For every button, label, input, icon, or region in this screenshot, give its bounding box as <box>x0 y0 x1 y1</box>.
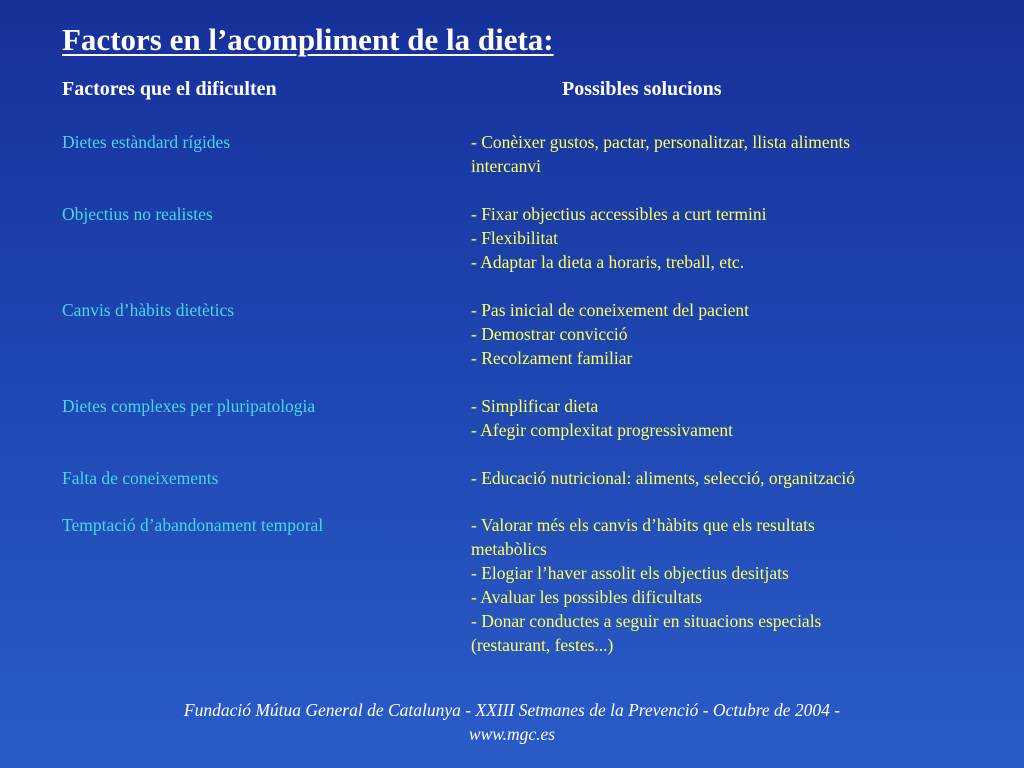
solution-line: - Simplificar dieta <box>471 396 599 416</box>
footer-line-1: Fundació Mútua General de Catalunya - XXIII Setmanes de la Prevenció - Octubre de 2004 - <box>183 700 841 720</box>
footer-credit <box>0 698 1024 746</box>
solution-line: - Elogiar l’haver assolit els objectius desitjats <box>471 563 789 583</box>
factor-item: Dietes estàndard rígides <box>62 132 231 152</box>
factor-item: Falta de coneixements <box>62 468 219 488</box>
solution-line: (restaurant, festes...) <box>471 635 614 655</box>
footer-url: www.mgc.es <box>468 724 556 744</box>
solution-line: - Adaptar la dieta a horaris, treball, etc. <box>471 252 745 272</box>
slide-title: Factors en l’acompliment de la dieta: <box>62 22 554 57</box>
solution-line: - Donar conductes a seguir en situacions especials <box>471 611 822 631</box>
factors-column-header: Factores que el dificulten <box>62 78 277 100</box>
solution-line: - Flexibilitat <box>471 228 559 248</box>
solution-line: - Conèixer gustos, pactar, personalitzar, llista aliments <box>471 132 851 152</box>
factor-item: Objectius no realistes <box>62 204 213 224</box>
solution-line: - Recolzament familiar <box>471 348 633 368</box>
factor-item: Temptació d’abandonament temporal <box>62 515 324 535</box>
factor-item: Canvis d’hàbits dietètics <box>62 300 235 320</box>
solution-line: - Avaluar les possibles dificultats <box>471 587 703 607</box>
solution-line: - Educació nutricional: aliments, selecció, organització <box>471 468 856 488</box>
factor-item: Dietes complexes per pluripatologia <box>62 396 316 416</box>
solutions-column-header: Possibles solucions <box>562 78 722 100</box>
solution-line: metabòlics <box>471 539 547 559</box>
solution-line: - Afegir complexitat progressivament <box>471 420 733 440</box>
solution-line: intercanvi <box>471 156 541 176</box>
solution-line: - Demostrar convicció <box>471 324 628 344</box>
solution-line: - Valorar més els canvis d’hàbits que els resultats <box>471 515 815 535</box>
solution-line: - Fixar objectius accessibles a curt termini <box>471 204 767 224</box>
solution-line: - Pas inicial de coneixement del pacient <box>471 300 749 320</box>
